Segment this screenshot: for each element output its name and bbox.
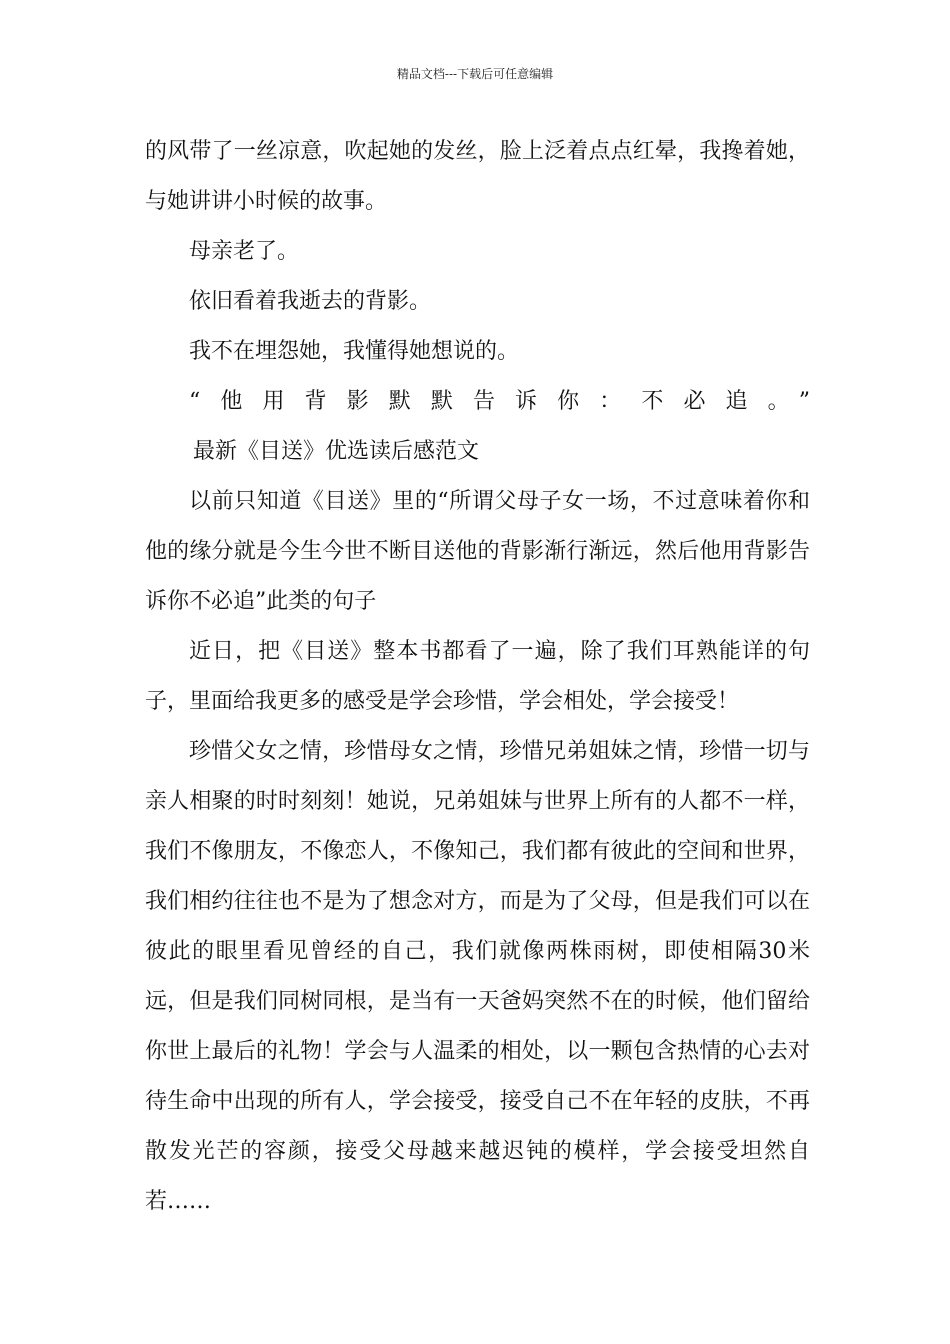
paragraph-recently-read: 近日，把《目送》整本书都看了一遍，除了我们耳熟能详的句子，里面给我更多的感受是学会珍惜，学会相处，学会接受！ — [145, 639, 810, 714]
paragraph-cherish: 珍惜父女之情，珍惜母女之情，珍惜兄弟姐妹之情，珍惜一切与亲人相聚的时时刻刻！她说，兄弟姐妹与世界上所有的人都不一样，我们不像朋友，不像恋人，不像知己，我们都有彼此的空间和世界，我们相约往往也不是为了想念对方，而是为了父母，但是我们可以在彼此的眼里看见曾经的自己，我们就像两株雨树，即使相隔30米远，但是我们同树同根，是当有一天爸妈突然不在的时候，他们留给你世上最后的礼物！学会与人温柔的相处，以一颗包含热情的心去对待生命中出现的所有人，学会接受，接受自己不在年轻的皮肤，不再散发光芒的容颜，接受父母越来越迟钝的模样，学会接受坦然自若…… — [145, 739, 810, 1214]
paragraph-continuation: 的风带了一丝凉意，吹起她的发丝，脸上泛着点点红晕，我搀着她，与她讲讲小时候的故事。 — [145, 139, 810, 214]
paragraph-quote-title — [145, 377, 810, 477]
paragraph-mother-old: 母亲老了。 — [189, 239, 300, 264]
document-body — [145, 127, 810, 1227]
quote-text: “他用背影默默告诉你：不必追。” — [189, 389, 810, 414]
paragraph-no-complaint: 我不在埋怨她，我懂得她想说的。 — [189, 339, 520, 364]
paragraph-watching-back: 依旧看着我逝去的背影。 — [189, 289, 432, 314]
essay-title: 最新《目送》优选读后感范文 — [193, 439, 480, 464]
paragraph-previously-known: 以前只知道《目送》里的“所谓父母子女一场，不过意味着你和他的缘分就是今生今世不断目送他的背影渐行渐远，然后他用背影告诉你不必追”此类的句子 — [145, 489, 810, 614]
page-header: 精品文档---下载后可任意编辑 — [396, 67, 554, 81]
